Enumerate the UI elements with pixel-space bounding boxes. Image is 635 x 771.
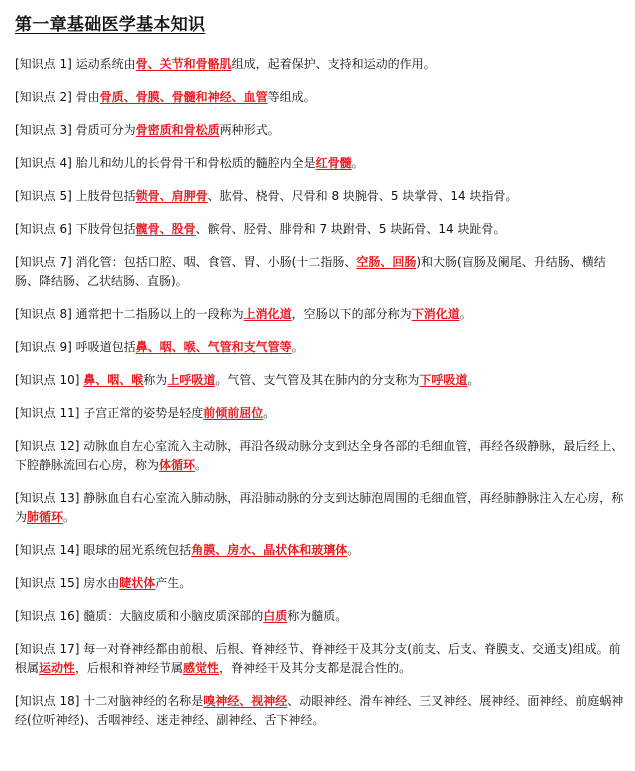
knowledge-point <box>15 338 627 357</box>
knowledge-point-label: [知识点 16] <box>15 609 80 623</box>
highlighted-term: 上呼吸道 <box>167 373 216 387</box>
knowledge-point <box>15 489 627 527</box>
body-text: 称为 <box>143 373 168 387</box>
knowledge-point-label: [知识点 13] <box>15 491 80 505</box>
knowledge-point-label: [知识点 3] <box>15 123 72 137</box>
body-text: 。气管、支气管及其在肺内的分支称为 <box>215 373 420 387</box>
knowledge-point <box>15 154 627 173</box>
knowledge-point-label: [知识点 14] <box>15 543 80 557</box>
body-text: 产生。 <box>155 576 192 590</box>
body-text: 髓质：大脑皮质和小脑皮质深部的 <box>79 609 264 623</box>
body-text: 。 <box>459 307 472 321</box>
knowledge-point-label: [知识点 17] <box>15 642 80 656</box>
highlighted-term: 白质 <box>263 609 288 623</box>
body-text: 房水由 <box>79 576 120 590</box>
body-text: 骨由 <box>71 90 100 104</box>
chapter-title: 第一章基础医学基本知识 <box>15 15 206 35</box>
body-text: 消化管：包括口腔、咽、食管、胃、小肠(十二指肠、 <box>71 255 357 269</box>
highlighted-term: 体循环 <box>159 458 196 472</box>
highlighted-term: 运动性 <box>39 661 76 675</box>
body-text: 称为髓质。 <box>287 609 348 623</box>
knowledge-point-list <box>15 55 627 730</box>
knowledge-point-label: [知识点 12] <box>15 439 80 453</box>
body-text: ，脊神经干及其分支都是混合性的。 <box>219 661 412 675</box>
knowledge-point-label: [知识点 6] <box>15 222 72 236</box>
highlighted-term: 嗅神经、视神经 <box>203 694 288 708</box>
knowledge-point <box>15 187 627 206</box>
body-text: 。 <box>347 543 360 557</box>
knowledge-point <box>15 607 627 626</box>
highlighted-term: 鼻、咽、喉 <box>83 373 144 387</box>
knowledge-point <box>15 253 627 291</box>
knowledge-point-label: [知识点 11] <box>15 406 80 420</box>
highlighted-term: 空肠、回肠 <box>356 255 417 269</box>
body-text: 。 <box>467 373 480 387</box>
knowledge-point <box>15 305 627 324</box>
highlighted-term: 前倾前屈位 <box>203 406 264 420</box>
highlighted-term: 下呼吸道 <box>419 373 468 387</box>
highlighted-term: 骨质、骨膜、骨髓和神经、血管 <box>99 90 268 104</box>
knowledge-point-label: [知识点 1] <box>15 57 72 71</box>
knowledge-point <box>15 371 627 390</box>
highlighted-term: 下消化道 <box>411 307 460 321</box>
knowledge-point <box>15 541 627 560</box>
body-text: 呼吸道包括 <box>71 340 136 354</box>
body-text: 。 <box>351 156 364 170</box>
body-text: 上肢骨包括 <box>71 189 136 203</box>
highlighted-term: 肺循环 <box>27 510 64 524</box>
highlighted-term: 骨密质和骨松质 <box>135 123 220 137</box>
body-text: 每一对脊神经都由前根、后根、脊神经节、脊神经干及其分支(前支、后支、脊膜支、交通支)组成。前根属 <box>15 642 621 675</box>
highlighted-term: 鼻、咽、喉、气管和支气管等 <box>135 340 292 354</box>
body-text: 胎儿和幼儿的长骨骨干和骨松质的髓腔内全是 <box>71 156 316 170</box>
body-text: 骨质可分为 <box>71 123 136 137</box>
body-text: 。 <box>195 458 208 472</box>
body-text: 。 <box>263 406 276 420</box>
body-text: ，后根和脊神经节属 <box>75 661 184 675</box>
highlighted-term: 感觉性 <box>183 661 220 675</box>
body-text: 运动系统由 <box>71 57 136 71</box>
knowledge-point-label: [知识点 4] <box>15 156 72 170</box>
knowledge-point-label: [知识点 9] <box>15 340 72 354</box>
highlighted-term: 髋骨、股骨 <box>135 222 196 236</box>
knowledge-point-label: [知识点 8] <box>15 307 72 321</box>
body-text: 动脉血自左心室流入主动脉，再沿各级动脉分支到达全身各部的毛细血管，再经各级静脉，最后经上、下腔静脉流回右心房，称为 <box>15 439 624 472</box>
knowledge-point <box>15 692 627 730</box>
knowledge-point-label: [知识点 10] <box>15 373 80 387</box>
highlighted-term: 上消化道 <box>243 307 292 321</box>
body-text: 通常把十二指肠以上的一段称为 <box>71 307 244 321</box>
knowledge-point-label: [知识点 18] <box>15 694 80 708</box>
body-text: 十二对脑神经的名称是 <box>79 694 204 708</box>
body-text: 静脉血自右心室流入肺动脉，再沿肺动脉的分支到达肺泡周围的毛细血管，再经肺静脉注入左心房，称为 <box>15 491 624 524</box>
knowledge-point <box>15 574 627 593</box>
knowledge-point <box>15 437 627 475</box>
body-text: 、动眼神经、滑车神经、三叉神经、展神经、面神经、前庭蜗神经(位听神经)、舌咽神经、迷走神经、副神经、舌下神经。 <box>15 694 624 727</box>
body-text: 等组成。 <box>267 90 316 104</box>
body-text: )和大肠(盲肠及阑尾、升结肠、横结肠、降结肠、乙状结肠、直肠)。 <box>15 255 606 288</box>
knowledge-point <box>15 640 627 678</box>
knowledge-point-label: [知识点 5] <box>15 189 72 203</box>
knowledge-point-label: [知识点 15] <box>15 576 80 590</box>
body-text: ，空肠以下的部分称为 <box>291 307 412 321</box>
highlighted-term: 骨、关节和骨骼肌 <box>135 57 232 71</box>
knowledge-point <box>15 55 627 74</box>
knowledge-point <box>15 121 627 140</box>
body-text: 两种形式。 <box>219 123 280 137</box>
highlighted-term: 锁骨、肩胛骨 <box>135 189 208 203</box>
body-text: 子宫正常的姿势是轻度 <box>79 406 204 420</box>
body-text: 、髌骨、胫骨、腓骨和 7 块跗骨、5 块跖骨、14 块趾骨。 <box>195 222 506 236</box>
highlighted-term: 睫状体 <box>119 576 156 590</box>
highlighted-term: 红骨髓 <box>315 156 352 170</box>
body-text: 。 <box>63 510 76 524</box>
highlighted-term: 角膜、房水、晶状体和玻璃体 <box>191 543 348 557</box>
body-text: 眼球的屈光系统包括 <box>79 543 192 557</box>
body-text: 下肢骨包括 <box>71 222 136 236</box>
body-text: 。 <box>291 340 304 354</box>
knowledge-point <box>15 88 627 107</box>
body-text: 、肱骨、桡骨、尺骨和 8 块腕骨、5 块掌骨、14 块指骨。 <box>207 189 518 203</box>
body-text: 组成，起着保护、支持和运动的作用。 <box>231 57 436 71</box>
knowledge-point-label: [知识点 2] <box>15 90 72 104</box>
knowledge-point <box>15 404 627 423</box>
knowledge-point-label: [知识点 7] <box>15 255 72 269</box>
knowledge-point <box>15 220 627 239</box>
